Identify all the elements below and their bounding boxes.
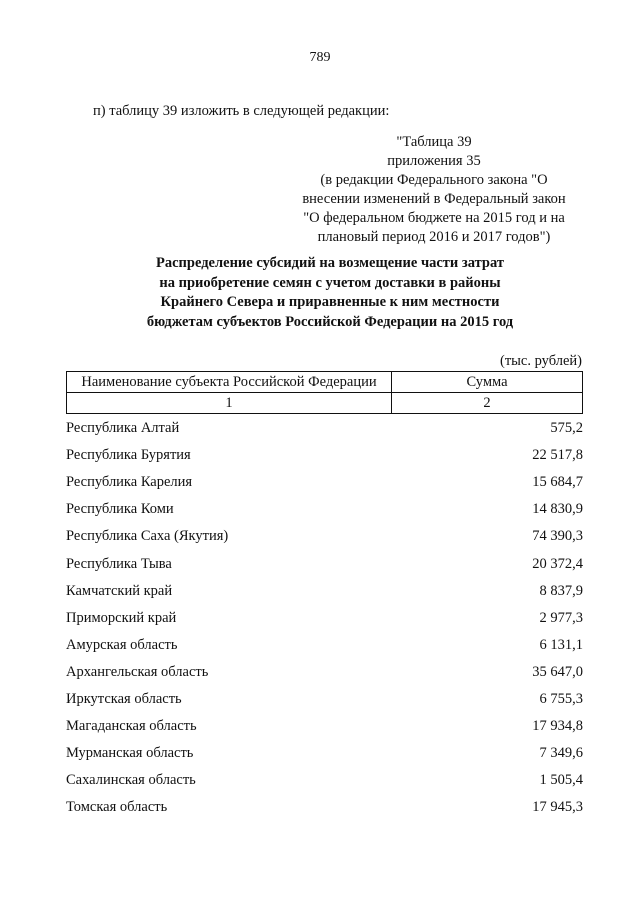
region-name: Камчатский край xyxy=(66,582,173,599)
region-amount: 6 755,3 xyxy=(539,690,583,707)
region-name: Приморский край xyxy=(66,609,177,626)
heading-line: на приобретение семян с учетом доставки в районы xyxy=(159,274,501,291)
table-reference-line: (в редакции Федерального закона "О xyxy=(320,172,548,188)
instruction-text: п) таблицу 39 изложить в следующей редакции: xyxy=(93,103,390,119)
table-row xyxy=(66,686,583,713)
table-row xyxy=(66,794,583,821)
header-sum-column: Сумма xyxy=(392,372,583,393)
region-name: Республика Бурятия xyxy=(66,447,191,464)
table-row xyxy=(66,550,583,577)
region-name: Магаданская область xyxy=(66,718,197,735)
region-name: Сахалинская область xyxy=(66,772,196,789)
heading-line: бюджетам субъектов Российской Федерации на 2015 год xyxy=(146,313,514,330)
table-row xyxy=(66,659,583,686)
region-amount: 2 977,3 xyxy=(539,609,583,626)
page-number: 789 xyxy=(309,50,331,65)
region-amount: 20 372,4 xyxy=(532,555,583,572)
table-body xyxy=(66,415,583,821)
region-amount: 15 684,7 xyxy=(532,474,583,491)
column-number-1: 1 xyxy=(67,393,392,414)
units-label: (тыс. рублей) xyxy=(500,353,582,369)
region-name: Амурская область xyxy=(66,636,178,653)
table-row xyxy=(66,605,583,632)
table-row xyxy=(66,442,583,469)
table-row xyxy=(66,523,583,550)
region-name: Республика Коми xyxy=(66,501,174,518)
table-row xyxy=(66,578,583,605)
region-amount: 74 390,3 xyxy=(532,528,583,545)
region-amount: 17 945,3 xyxy=(532,799,583,816)
header-row xyxy=(67,372,583,393)
region-name: Иркутская область xyxy=(66,690,182,707)
column-number-row xyxy=(67,393,583,414)
region-amount: 6 131,1 xyxy=(539,636,583,653)
region-name: Республика Саха (Якутия) xyxy=(66,528,229,545)
column-number-2: 2 xyxy=(392,393,583,414)
region-name: Республика Тыва xyxy=(66,555,172,572)
region-name: Томская область xyxy=(66,799,168,816)
table-reference-line: приложения 35 xyxy=(387,153,481,169)
region-amount: 17 934,8 xyxy=(532,718,583,735)
document-heading xyxy=(80,254,580,332)
region-name: Республика Карелия xyxy=(66,474,193,491)
table-header xyxy=(66,371,583,414)
region-name: Республика Алтай xyxy=(66,420,180,437)
table-reference-line: внесении изменений в Федеральный закон xyxy=(302,191,566,207)
region-amount: 14 830,9 xyxy=(532,501,583,518)
region-amount: 1 505,4 xyxy=(539,772,583,789)
region-amount: 8 837,9 xyxy=(539,582,583,599)
region-name: Архангельская область xyxy=(66,663,209,680)
table-row xyxy=(66,632,583,659)
region-amount: 35 647,0 xyxy=(532,663,583,680)
heading-line: Крайнего Севера и приравненные к ним местности xyxy=(160,294,500,310)
heading-line: Распределение субсидий на возмещение части затрат xyxy=(156,255,504,271)
table-reference-line: плановый период 2016 и 2017 годов") xyxy=(317,229,551,245)
table-row xyxy=(66,767,583,794)
table-row xyxy=(66,713,583,740)
table-row xyxy=(66,740,583,767)
table-reference-line: "О федеральном бюджете на 2015 год и на xyxy=(303,210,565,226)
table-reference-line: "Таблица 39 xyxy=(396,134,472,150)
header-name-column: Наименование субъекта Российской Федерации xyxy=(67,372,392,393)
region-amount: 7 349,6 xyxy=(539,745,583,762)
table-row xyxy=(66,469,583,496)
region-amount: 575,2 xyxy=(550,420,583,437)
region-amount: 22 517,8 xyxy=(532,447,583,464)
region-name: Мурманская область xyxy=(66,745,194,762)
table-row xyxy=(66,415,583,442)
table-reference xyxy=(288,133,580,247)
table-row xyxy=(66,496,583,523)
